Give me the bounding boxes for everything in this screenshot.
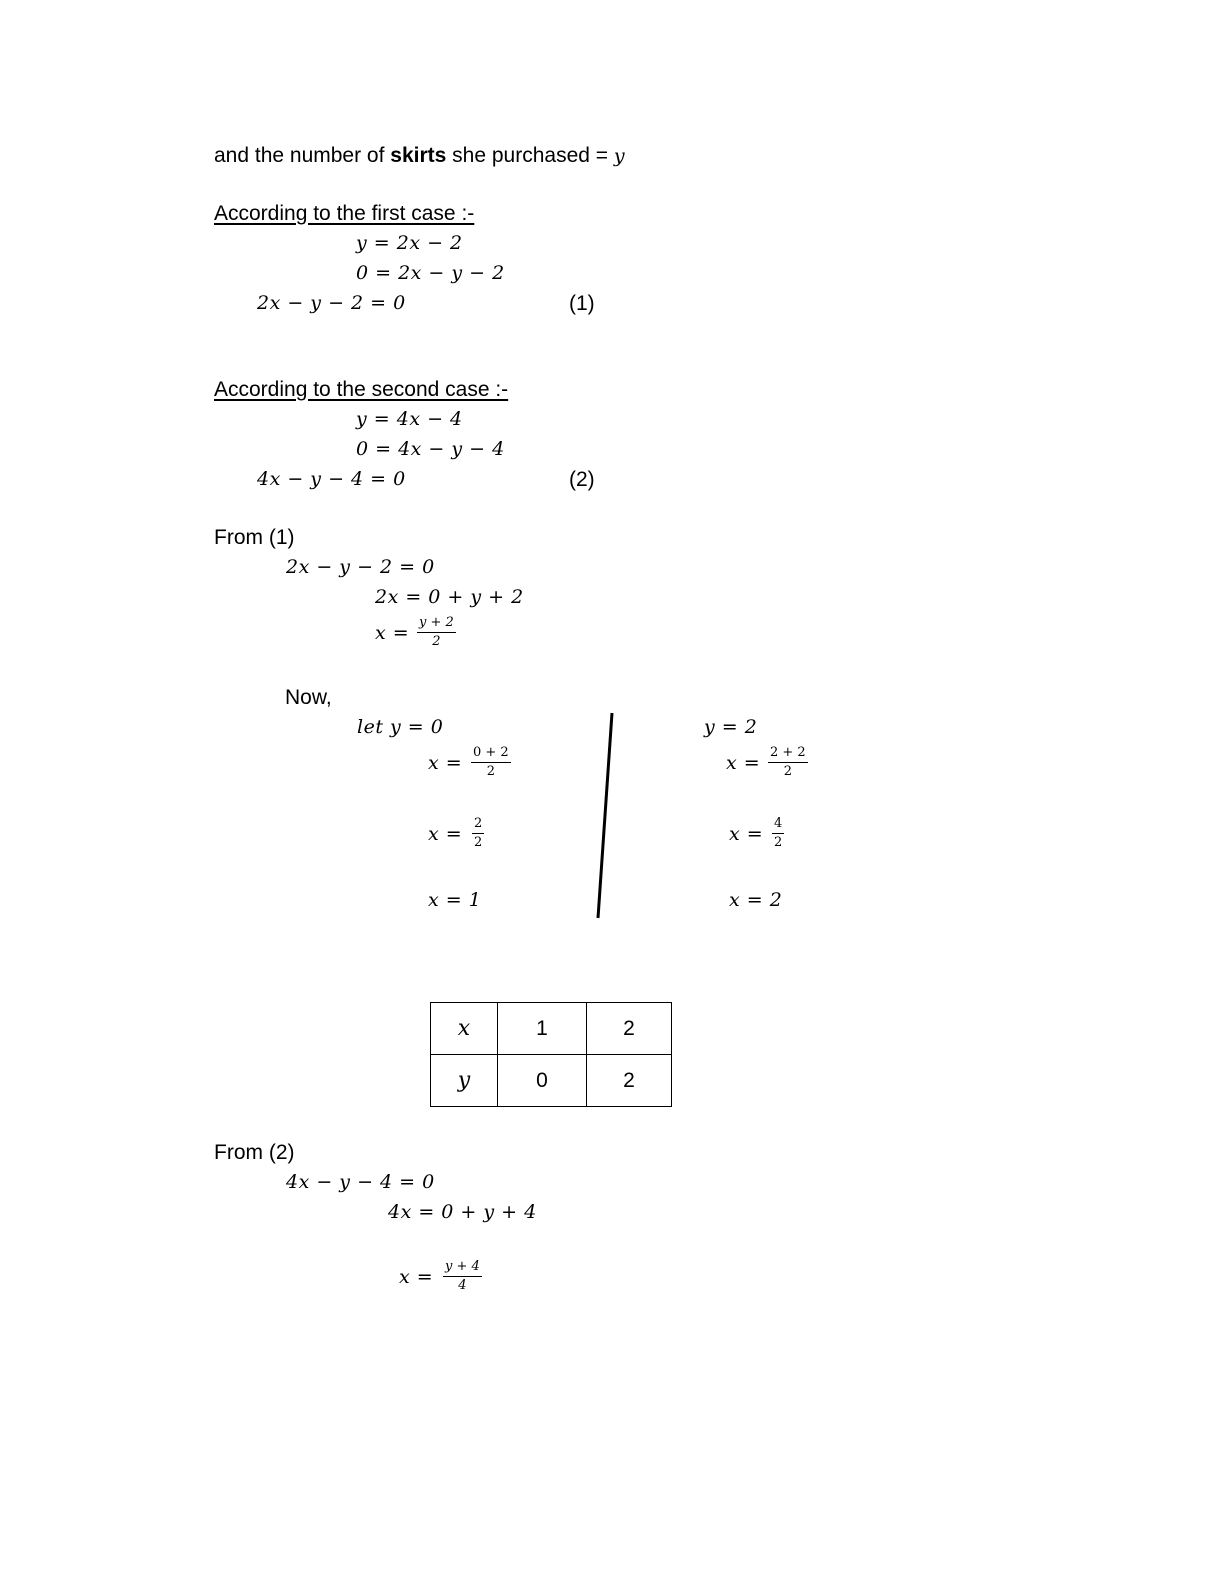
from2-heading: From (2): [214, 1141, 295, 1164]
from2-line-2: 4x = 0 + y + 4: [388, 1201, 537, 1223]
intro-bold-skirts: skirts: [390, 144, 447, 167]
fraction-numerator: 2: [472, 816, 484, 834]
from1-fraction: [417, 615, 456, 651]
from2-fraction: [443, 1259, 482, 1295]
table-cell: 2: [587, 1003, 672, 1055]
fraction-denominator: 2: [432, 634, 441, 649]
now-left-step1-lhs: x =: [428, 752, 463, 774]
table-row: [431, 1003, 672, 1055]
from1-frac-lhs: x =: [375, 622, 410, 644]
now-right-result: x = 2: [729, 889, 783, 911]
table-row: [431, 1055, 672, 1107]
case2-result: 4x − y − 4 = 0: [257, 468, 406, 490]
now-right-step2-fraction: [772, 816, 784, 852]
case2-line-1: y = 4x − 4: [356, 408, 463, 430]
fraction-numerator: 2 + 2: [768, 745, 808, 763]
fraction-denominator: 2: [774, 835, 783, 850]
case1-heading: According to the first case :-: [214, 202, 475, 225]
table-cell: 1: [498, 1003, 587, 1055]
now-right-step1-lhs: x =: [726, 752, 761, 774]
table-cell: 0: [498, 1055, 587, 1107]
fraction-denominator: 4: [458, 1278, 467, 1293]
intro-prefix: and the number of: [214, 144, 391, 167]
now-right-step2-lhs: x =: [729, 823, 764, 845]
fraction-numerator: y + 4: [443, 1259, 482, 1277]
case1-line-2: 0 = 2x − y − 2: [356, 262, 505, 284]
now-left-step2-lhs: x =: [428, 823, 463, 845]
table-header-x: x: [431, 1003, 498, 1055]
values-table: [430, 1002, 672, 1107]
case2-heading: According to the second case :-: [214, 378, 509, 401]
from1-line-2: 2x = 0 + y + 2: [375, 586, 524, 608]
now-right-let: y = 2: [704, 716, 758, 738]
column-divider: [590, 710, 620, 922]
fraction-denominator: 2: [474, 835, 483, 850]
intro-suffix: she purchased =: [446, 144, 614, 167]
fraction-denominator: 2: [783, 764, 792, 779]
now-left-step2-fraction: [472, 816, 484, 852]
now-left-result: x = 1: [428, 889, 482, 911]
intro-variable: y: [613, 145, 626, 167]
case1-result: 2x − y − 2 = 0: [257, 292, 406, 314]
from1-heading: From (1): [214, 526, 295, 549]
fraction-denominator: 2: [486, 764, 495, 779]
intro-line: [214, 144, 625, 168]
now-left-step1-fraction: [471, 745, 511, 781]
case2-line-2: 0 = 4x − y − 4: [356, 438, 505, 460]
equation-label-2: (2): [569, 468, 595, 491]
now-left-let: let y = 0: [357, 716, 444, 738]
equation-label-1: (1): [569, 292, 595, 315]
table-header-y: y: [431, 1055, 498, 1107]
fraction-numerator: 0 + 2: [471, 745, 511, 763]
case1-line-1: y = 2x − 2: [356, 232, 463, 254]
from2-line-1: 4x − y − 4 = 0: [286, 1171, 435, 1193]
from2-frac-lhs: x =: [399, 1266, 434, 1288]
fraction-numerator: 4: [772, 816, 784, 834]
from1-line-1: 2x − y − 2 = 0: [286, 556, 435, 578]
now-label: Now,: [285, 686, 332, 709]
table-cell: 2: [587, 1055, 672, 1107]
fraction-numerator: y + 2: [417, 615, 456, 633]
now-right-step1-fraction: [768, 745, 808, 781]
